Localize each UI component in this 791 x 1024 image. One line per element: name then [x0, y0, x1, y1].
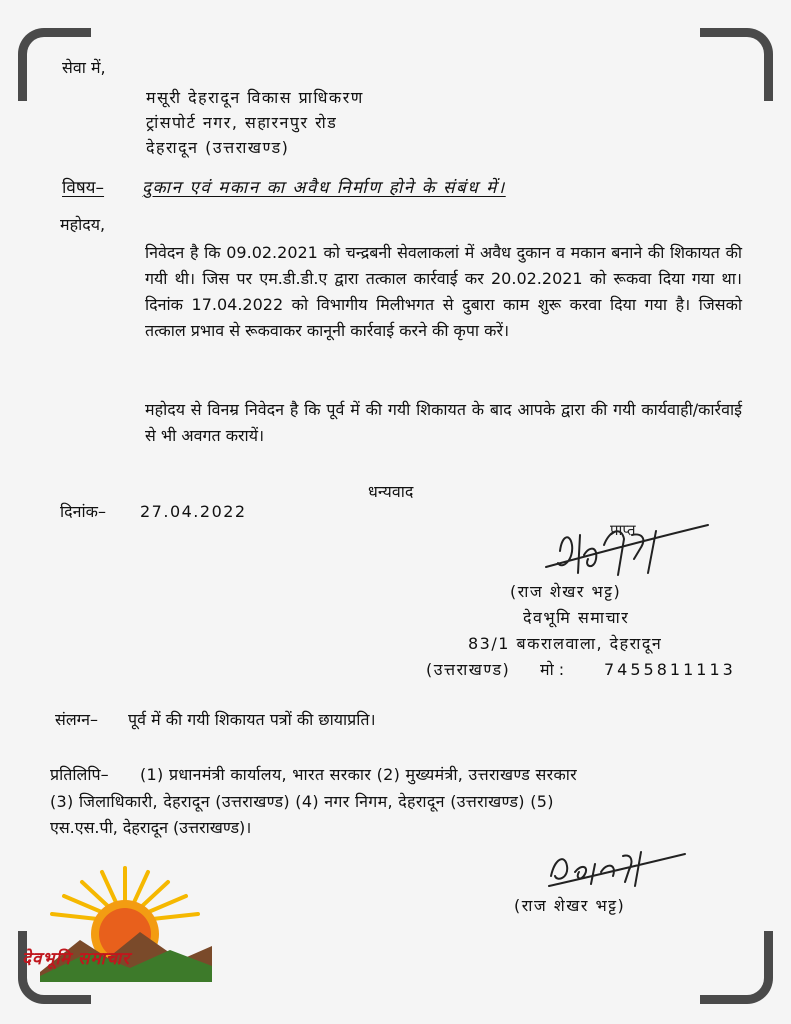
- salutation-to: सेवा में,: [62, 58, 106, 77]
- copy-label: प्रतिलिपि–: [50, 765, 109, 784]
- sender-mobile-label: मो :: [540, 660, 565, 679]
- subject-text: दुकान एवं मकान का अवैध निर्माण होने के संबंध में।: [142, 178, 506, 198]
- sender-address: 83/1 बकरालवाला, देहरादून: [468, 634, 663, 653]
- frame-corner-bottom-right: [700, 931, 773, 1004]
- sender-name: (राज शेखर भट्ट): [510, 582, 622, 601]
- body-paragraph-2: [57, 397, 742, 449]
- date-value: 27.04.2022: [140, 502, 247, 521]
- frame-corner-top-right: [700, 28, 773, 101]
- enclosure-text: पूर्व में की गयी शिकायत पत्रों की छायाप्रति।: [128, 710, 376, 729]
- greeting: महोदय,: [60, 215, 106, 234]
- signature-note: प्राप्त: [610, 521, 636, 539]
- recipient-line-3: देहरादून (उत्तराखण्ड): [146, 138, 290, 157]
- date-label: दिनांक–: [60, 502, 106, 521]
- body-paragraph-1: [57, 240, 742, 344]
- copy-line-2: (3) जिलाधिकारी, देहरादून (उत्तराखण्ड) (4) नगर निगम, देहरादून (उत्तराखण्ड) (5): [50, 792, 554, 811]
- handwritten-signature-bottom: [545, 842, 690, 892]
- bottom-sender-name: (राज शेखर भट्ट): [514, 896, 626, 915]
- sender-org: देवभूमि समाचार: [523, 608, 630, 627]
- logo-text: देवभूमि समाचार: [22, 949, 131, 969]
- body-paragraph-2-text: महोदय से विनम्र निवेदन है कि पूर्व में की गयी शिकायत के बाद आपके द्वारा की गयी कार्यवाही/कार्रवाई से भी अवगत करायें।: [145, 400, 742, 445]
- body-paragraph-1-text: निवेदन है कि 09.02.2021 को चन्द्रबनी सेवलाकलां में अवैध दुकान व मकान बनाने की शिकायत की गयी थी। जिस पर एम.डी.डी.ए द्वारा तत्काल कार्रवाई कर 20.02.2021 को रूकवा दिया गया था। दिनांक 17.04.2022 को विभागीय मिलीभगत से दुबारा काम शुरू करवा दिया गया है। जिसको तत्काल प्रभाव से रूकवाकर कानूनी कार्रवाई करने की कृपा करें।: [145, 243, 742, 340]
- sender-state: (उत्तराखण्ड): [426, 660, 511, 679]
- copy-line-1: (1) प्रधानमंत्री कार्यालय, भारत सरकार (2) मुख्यमंत्री, उत्तराखण्ड सरकार: [140, 765, 578, 784]
- copy-line-3: एस.एस.पी, देहरादून (उत्तराखण्ड)।: [50, 818, 252, 837]
- subject-label: विषय–: [62, 178, 105, 198]
- enclosure-label: संलग्न–: [55, 710, 99, 729]
- handwritten-signature-received: [540, 515, 715, 585]
- recipient-line-1: मसूरी देहरादून विकास प्राधिकरण: [146, 88, 364, 107]
- sender-mobile: 7455811113: [604, 660, 736, 679]
- recipient-line-2: ट्रांसपोर्ट नगर, सहारनपुर रोड: [146, 113, 338, 132]
- thanks-text: धन्यवाद: [368, 482, 414, 501]
